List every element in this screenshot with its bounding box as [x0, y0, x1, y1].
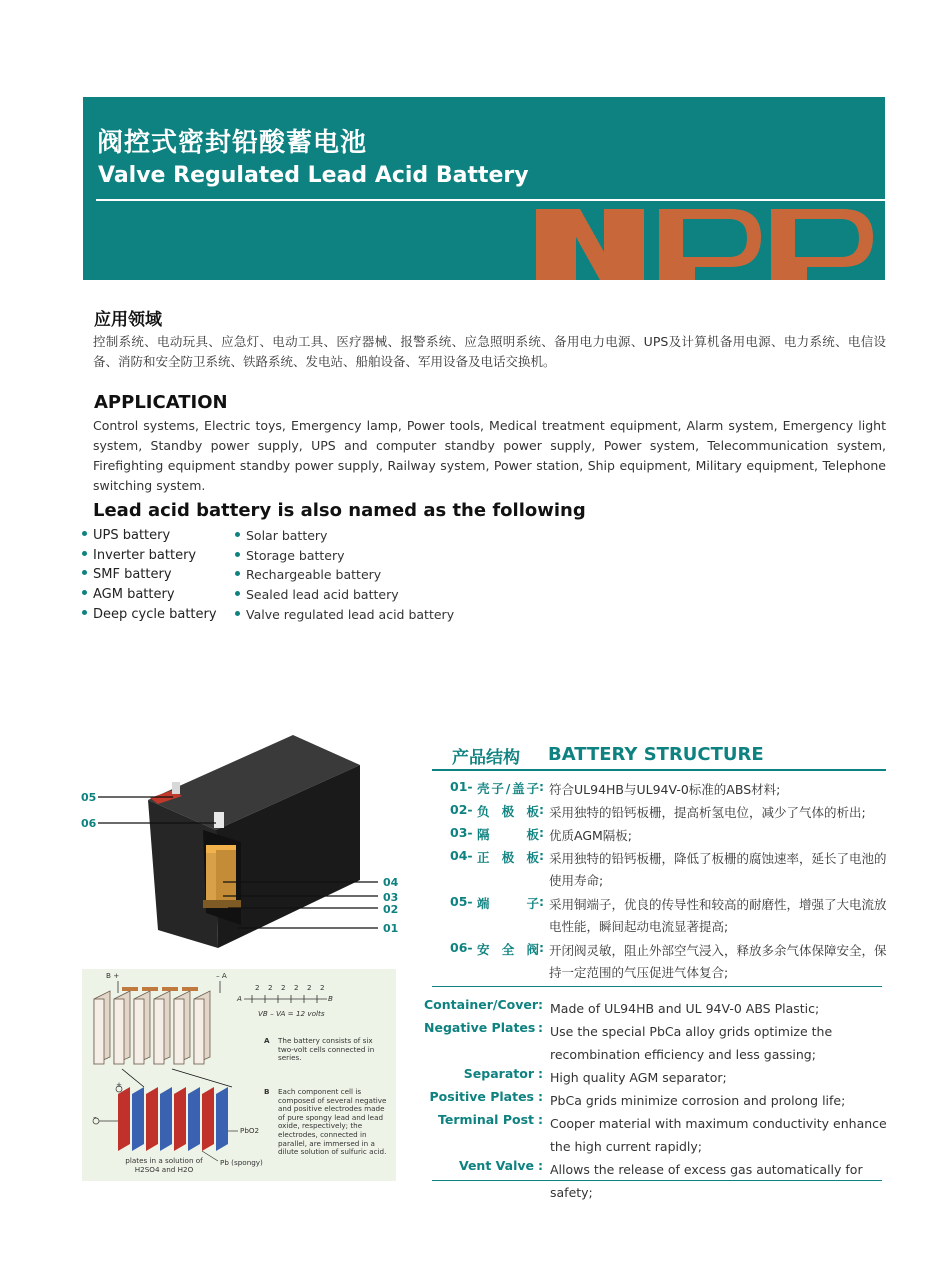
diagram-note-a: The battery consists of six two-volt cells connected in series.	[278, 1036, 375, 1063]
list-item: Sealed lead acid battery	[235, 587, 454, 607]
list-item: Valve regulated lead acid battery	[235, 607, 454, 627]
list-item: Solar battery	[235, 528, 454, 548]
bullet-icon	[235, 591, 240, 596]
structure-heading-en: BATTERY STRUCTURE	[548, 744, 764, 765]
structure-divider-3	[432, 1180, 882, 1181]
callout-02: 02	[383, 903, 399, 916]
diagram-pb: Pb (spongy)	[220, 1158, 263, 1167]
structure-divider	[432, 769, 886, 771]
callout-03: 03	[383, 891, 399, 904]
diagram-note-a-letter: A	[264, 1036, 270, 1045]
list-item: UPS battery	[82, 528, 217, 548]
cell-diagram	[82, 969, 396, 1181]
diagram-two-6: 2	[320, 983, 325, 992]
application-en-heading: APPLICATION	[94, 392, 228, 413]
header-banner	[83, 97, 885, 280]
diagram-b-plus: B +	[106, 971, 120, 980]
diagram-volts: VB – VA = 12 volts	[258, 1009, 325, 1018]
names-list-a	[82, 528, 217, 626]
list-item: Deep cycle battery	[82, 607, 217, 627]
callout-04: 04	[383, 876, 399, 889]
bullet-icon	[82, 551, 87, 556]
list-item: Inverter battery	[82, 548, 217, 568]
names-heading: Lead acid battery is also named as the following	[93, 500, 586, 521]
title-english: Valve Regulated Lead Acid Battery	[98, 163, 529, 188]
diagram-note-b: Each component cell is composed of several negative and positive electrodes made of pure spongy lead and lead oxide, respectively; the electrodes, connected in parallel, are immersed in a dilute solution of sulfuric acid.	[278, 1087, 387, 1157]
diagram-b-label: B	[328, 994, 333, 1003]
bullet-icon	[82, 570, 87, 575]
application-cn-text: 控制系统、电动玩具、应急灯、电动工具、医疗器械、报警系统、应急照明系统、备用电力电源、UPS及计算机备用电源、电力系统、电信设备、消防和安全防卫系统、铁路系统、发电站、船舶设备、军用设备及电话交换机。	[93, 334, 886, 369]
diagram-minus: –	[93, 1112, 97, 1121]
callout-01: 01	[383, 922, 399, 935]
bullet-icon	[82, 531, 87, 536]
list-item: Storage battery	[235, 548, 454, 568]
diagram-plus: +	[116, 1080, 123, 1089]
diagram-a-minus: – A	[216, 971, 227, 980]
diagram-plates: plates in a solution of H2SO4 and H2O	[125, 1156, 203, 1174]
list-item: SMF battery	[82, 567, 217, 587]
logo-star-2	[813, 223, 843, 251]
diagram-two-2: 2	[268, 983, 273, 992]
names-list-b	[235, 528, 454, 626]
diagram-pbo2: PbO2	[240, 1126, 260, 1135]
diagram-two-3: 2	[281, 983, 286, 992]
structure-divider-2	[432, 986, 882, 987]
diagram-two-4: 2	[294, 983, 299, 992]
bullet-icon	[82, 590, 87, 595]
diagram-note-b-letter: B	[264, 1087, 270, 1096]
bullet-icon	[235, 532, 240, 537]
banner-divider	[96, 199, 885, 201]
application-en-text: Control systems, Electric toys, Emergency lamp, Power tools, Medical treatment equipment, Alarm system, Emergency light system, Standby power supply, UPS and computer standby power supply, Power system, Telecommunication system, Firefighting equipment standby power supply, Railway system, Power station, Ship equipment, Military equipment, Telephone switching system.	[93, 418, 886, 493]
logo-star-1	[700, 223, 730, 251]
battery-illustration	[78, 730, 408, 955]
application-cn-heading: 应用领域	[94, 310, 162, 330]
callout-06: 06	[81, 817, 97, 830]
title-chinese: 阀控式密封铅酸蓄电池	[97, 128, 368, 158]
bullet-icon	[82, 610, 87, 615]
structure-heading-cn: 产品结构	[452, 748, 520, 768]
list-item: Rechargeable battery	[235, 567, 454, 587]
callout-05: 05	[81, 791, 97, 804]
diagram-two-1: 2	[255, 983, 260, 992]
logo-letter-n	[536, 209, 644, 280]
bullet-icon	[235, 552, 240, 557]
bullet-icon	[235, 611, 240, 616]
list-item: AGM battery	[82, 587, 217, 607]
diagram-two-5: 2	[307, 983, 312, 992]
diagram-a-label: A	[237, 994, 242, 1003]
white-terminal	[214, 812, 224, 828]
bullet-icon	[235, 571, 240, 576]
